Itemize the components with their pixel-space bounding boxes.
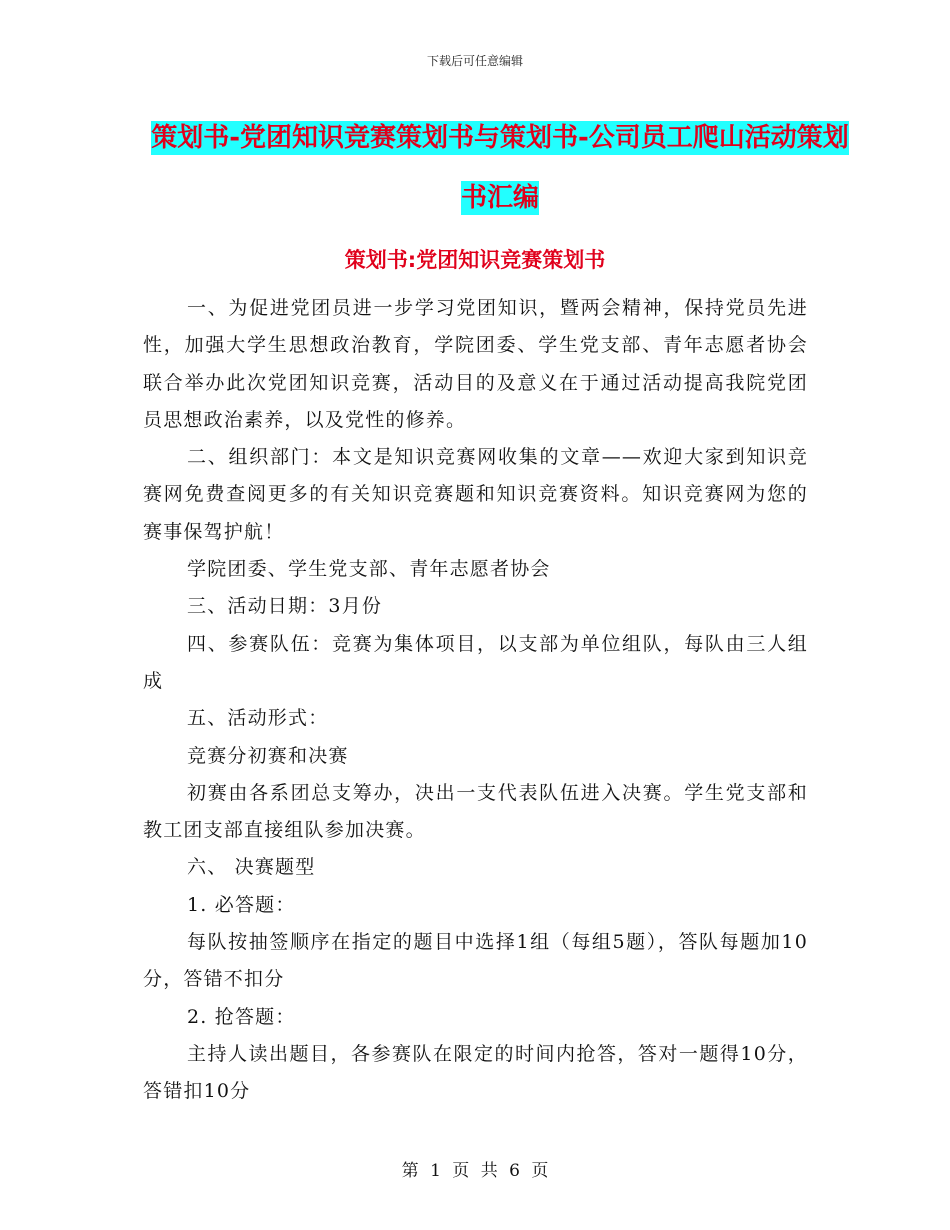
paragraph: 六、 决赛题型: [187, 856, 316, 879]
document-title-text: 策划书-党团知识竞赛策划书与策划书-公司员工爬山活动策划书汇编: [151, 123, 849, 213]
paragraph: 二、组织部门：本文是知识竞赛网收集的文章——欢迎大家到知识竞赛网免费查阅更多的有关知识竞赛题和知识竞赛资料。知识竞赛网为您的赛事保驾护航！: [143, 446, 808, 543]
document-title: [150, 108, 850, 228]
paragraph: 竞赛分初赛和决赛: [187, 744, 349, 767]
paragraph: 五、活动形式：: [187, 707, 329, 730]
section-title: 策划书:党团知识竞赛策划书: [344, 248, 606, 272]
paragraph: 初赛由各系团总支筹办，决出一支代表队伍进入决赛。学生党支部和教工团支部直接组队参加决赛。: [143, 781, 808, 842]
paragraph: 学院团委、学生党支部、青年志愿者协会: [187, 558, 551, 581]
paragraph: 2. 抢答题：: [187, 1005, 296, 1028]
header-note: 下载后可任意编辑: [426, 54, 523, 68]
paragraph: 三、活动日期：3月份: [187, 595, 383, 618]
paragraph: 一、为促进党团员进一步学习党团知识，暨两会精神，保持党员先进性，加强大学生思想政治教育，学院团委、学生党支部、青年志愿者协会联合举办此次党团知识竞赛，活动目的及意义在于通过活动提高我院党团员思想政治素养，以及党性的修养。: [143, 297, 808, 431]
page-footer: 第 1 页 共 6 页: [401, 1161, 549, 1181]
paragraph: 1. 必答题：: [187, 893, 296, 916]
paragraph: 主持人读出题目，各参赛队在限定的时间内抢答，答对一题得10分，答错扣10分: [143, 1042, 808, 1103]
paragraph: 四、参赛队伍：竞赛为集体项目，以支部为单位组队，每队由三人组成: [143, 632, 808, 692]
body-text: [143, 290, 808, 1111]
paragraph: 每队按抽签顺序在指定的题目中选择1组（每组5题），答队每题加10分，答错不扣分: [143, 931, 808, 991]
